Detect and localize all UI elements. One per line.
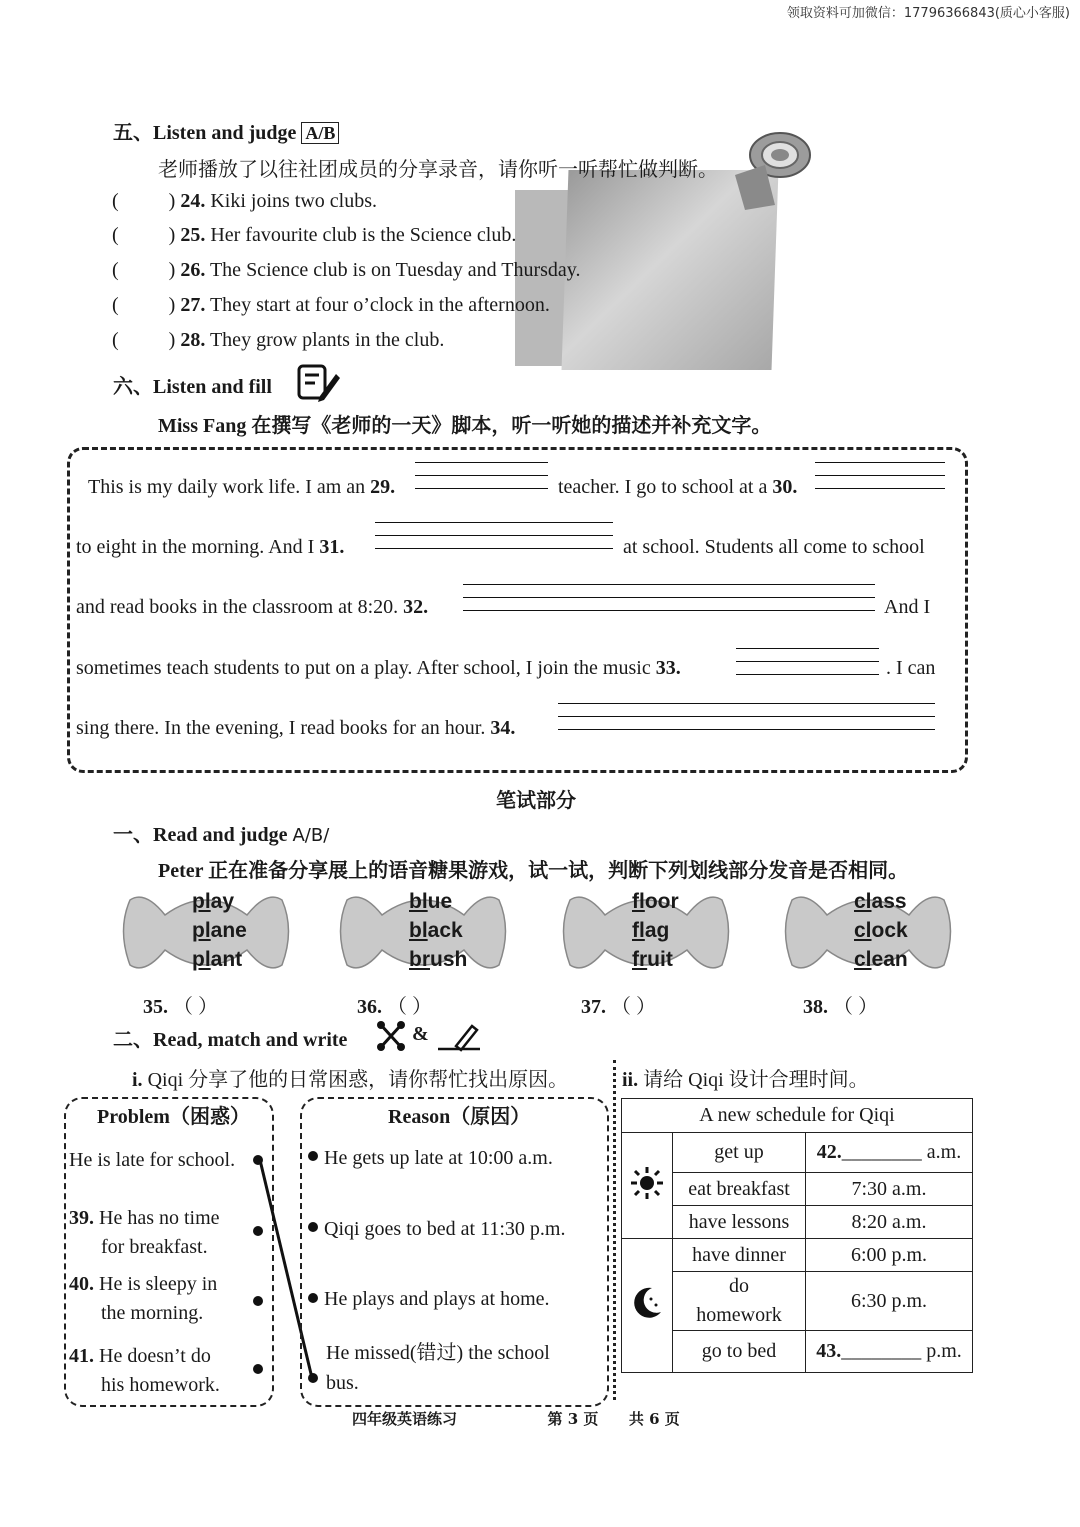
candy-3: floor flag fruit <box>560 885 732 980</box>
item-number: 27. <box>180 294 206 316</box>
section-title: Listen and fill <box>153 376 272 398</box>
problem-item: 41. He doesn’t do his homework. <box>69 1345 220 1396</box>
section-title: Listen and judge <box>153 122 297 144</box>
item-number: 25. <box>180 224 206 246</box>
reason-item: Qiqi goes to bed at 11:30 p.m. <box>324 1218 566 1240</box>
sub-i-instruction: i. Qiqi 分享了他的日常困惑，请你帮忙找出原因。 <box>132 1069 569 1091</box>
ab-box: A/B <box>301 122 339 144</box>
section-number: 六、 <box>113 376 153 398</box>
reason-item: He plays and plays at home. <box>324 1288 550 1310</box>
item-number: 24. <box>180 190 206 212</box>
part-2-header: 二、Read, match and write <box>113 1029 348 1051</box>
sun-icon <box>622 1133 673 1239</box>
problem-item: 39. He has no time for breakfast. <box>69 1207 220 1258</box>
part-1-instruction: Peter 正在准备分享展上的语音糖果游戏，试一试，判断下列划线部分发音是否相同。 <box>158 860 909 882</box>
match-dot[interactable] <box>308 1151 318 1161</box>
watermark-text: 领取资料可加微信：17796366843(质心小客服) <box>786 6 1070 21</box>
reason-header: Reason（原因） <box>388 1106 531 1128</box>
answer-paren[interactable]: ( ) <box>112 224 176 246</box>
item-text: They grow plants in the club. <box>209 329 445 351</box>
fill-line-3b: And I <box>884 596 931 618</box>
footer-grade: 四年级英语练习 <box>352 1410 458 1428</box>
moon-icon <box>622 1239 673 1373</box>
answer-paren[interactable]: ( ) <box>112 259 176 281</box>
footer-total: 共 6 页 <box>628 1410 680 1428</box>
item-text: Her favourite club is the Science club. <box>210 224 517 246</box>
answer-36[interactable]: 36. （ ） <box>357 996 432 1018</box>
reason-item: He missed(错过) the school bus. <box>326 1342 550 1394</box>
section-number: 五、 <box>113 122 153 144</box>
problem-item: 40. He is sleepy in the morning. <box>69 1273 218 1324</box>
fill-line-2: to eight in the morning. And I 31. <box>76 536 345 558</box>
schedule-title: A new schedule for Qiqi <box>622 1099 973 1133</box>
fill-line-5: sing there. In the evening, I read books for an hour. 34. <box>76 717 516 739</box>
answer-35[interactable]: 35. （ ） <box>143 996 218 1018</box>
answer-37[interactable]: 37. （ ） <box>581 996 656 1018</box>
fill-line-1b: teacher. I go to school at a 30. <box>558 476 798 498</box>
time-cell-42[interactable]: 42.________ a.m. <box>806 1133 973 1173</box>
written-part-header: 笔试部分 <box>496 788 576 812</box>
sub-ii-instruction: ii. 请给 Qiqi 设计合理时间。 <box>622 1069 869 1091</box>
problem-item: He is late for school. <box>69 1149 236 1171</box>
ab-mark-icon: A/B/ <box>292 825 330 846</box>
answer-paren[interactable]: ( ) <box>112 190 176 212</box>
fill-line-1: This is my daily work life. I am an 29. <box>88 476 396 498</box>
item-number: 28. <box>180 329 206 351</box>
answer-paren[interactable]: ( ) <box>112 294 176 316</box>
schedule-table: A new schedule for Qiqi get up 42.________ a.m. eat breakfast 7:30 a.m. have lessons 8:20 a.m. have dinner 6:00 p.m. do homework 6:30 p.m. go to bed 43.________ p.m. <box>621 1098 973 1373</box>
reason-item: He gets up late at 10:00 a.m. <box>324 1147 553 1169</box>
section-5-instruction: 老师播放了以往社团成员的分享录音，请你听一听帮忙做判断。 <box>158 159 718 181</box>
part-1-header: 一、Read and judge A/B/ <box>113 824 330 846</box>
time-cell-43[interactable]: 43.________ p.m. <box>806 1331 973 1373</box>
section-6-instruction: Miss Fang 在撰写《老师的一天》脚本，听一听她的描述并补充文字。 <box>158 415 772 437</box>
fill-line-4: sometimes teach students to put on a play. After school, I join the music 33. <box>76 657 681 679</box>
candy-1: play plane plant <box>120 885 292 980</box>
answer-38[interactable]: 38. （ ） <box>803 996 878 1018</box>
footer-page: 第 3 页 <box>547 1410 599 1428</box>
match-dot[interactable] <box>308 1373 318 1383</box>
answer-paren[interactable]: ( ) <box>112 329 176 351</box>
item-text: They start at four o’clock in the afternoon. <box>209 294 550 316</box>
fill-line-4b: . I can <box>886 657 936 679</box>
candy-4: class clock clean <box>782 885 954 980</box>
ampersand: & <box>412 1023 429 1045</box>
footer <box>352 1408 680 1429</box>
match-dot[interactable] <box>308 1293 318 1303</box>
fill-line-3: and read books in the classroom at 8:20. 32. <box>76 596 429 618</box>
fill-line-2b: at school. Students all come to school <box>623 536 925 558</box>
item-number: 26. <box>180 259 206 281</box>
match-dot[interactable] <box>308 1222 318 1232</box>
problem-header: Problem（困惑） <box>97 1106 250 1128</box>
item-text: Kiki joins two clubs. <box>210 190 377 212</box>
item-text: The Science club is on Tuesday and Thursday. <box>209 259 581 281</box>
candy-2: blue black brush <box>337 885 509 980</box>
